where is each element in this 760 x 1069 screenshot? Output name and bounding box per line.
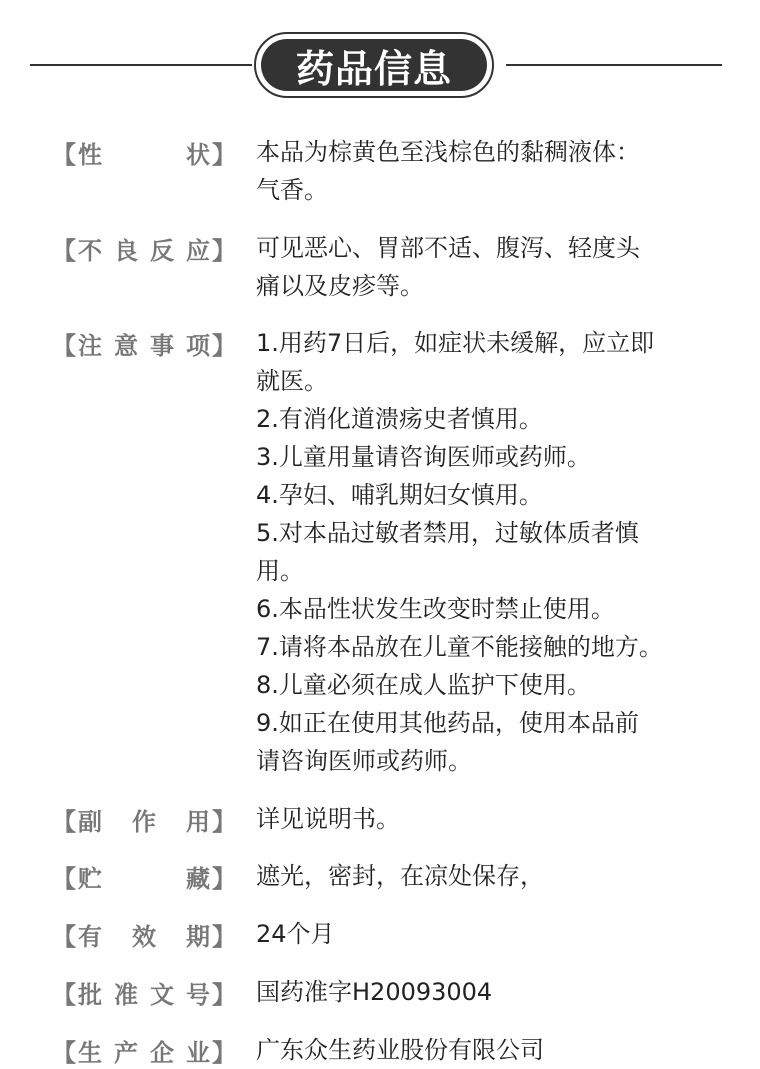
field-label <box>52 133 236 171</box>
field-label <box>52 1031 236 1069</box>
section-header <box>0 32 760 98</box>
label-char: 良 <box>114 236 138 265</box>
bracket-open: 【 <box>52 331 76 360</box>
value-line: 8.儿童必须在成人监护下使用。 <box>256 671 591 699</box>
label-char: 效 <box>132 922 156 951</box>
bracket-close: 】 <box>212 1038 236 1067</box>
label-char: 应 <box>186 236 210 265</box>
value-line: 气香。 <box>256 176 328 204</box>
bracket-open: 【 <box>52 922 76 951</box>
bracket-open: 【 <box>52 236 76 265</box>
section-title: 药品信息 <box>261 39 487 91</box>
bracket-close: 】 <box>212 807 236 836</box>
value-line: 痛以及皮疹等。 <box>256 272 424 300</box>
field-value <box>256 915 716 953</box>
field-label <box>52 800 236 838</box>
field-label <box>52 973 236 1011</box>
label-char: 产 <box>114 1038 138 1067</box>
label-char: 意 <box>114 331 138 360</box>
label-char: 用 <box>186 807 210 836</box>
field-label <box>52 324 236 362</box>
field-value <box>256 324 716 780</box>
field-value <box>256 973 716 1011</box>
value-line: 5.对本品过敏者禁用，过敏体质者慎 <box>256 519 639 547</box>
bracket-close: 】 <box>212 922 236 951</box>
label-char: 作 <box>132 807 156 836</box>
bracket-close: 】 <box>212 980 236 1009</box>
value-line: 就医。 <box>256 367 328 395</box>
label-char: 期 <box>186 922 210 951</box>
label-char: 贮 <box>78 864 102 893</box>
value-line: 7.请将本品放在儿童不能接触的地方。 <box>256 633 663 661</box>
label-char: 生 <box>78 1038 102 1067</box>
bracket-open: 【 <box>52 980 76 1009</box>
value-line: 广东众生药业股份有限公司 <box>256 1036 544 1064</box>
bracket-close: 】 <box>212 140 236 169</box>
bracket-open: 【 <box>52 140 76 169</box>
value-line: 可见恶心、胃部不适、腹泻、轻度头 <box>256 234 640 262</box>
bracket-open: 【 <box>52 807 76 836</box>
label-char: 事 <box>150 331 174 360</box>
label-char: 藏 <box>186 864 210 893</box>
field-label <box>52 229 236 267</box>
bracket-close: 】 <box>212 864 236 893</box>
field-value <box>256 133 716 209</box>
value-line: 6.本品性状发生改变时禁止使用。 <box>256 595 615 623</box>
field-value <box>256 857 716 895</box>
header-right-rule <box>506 64 722 66</box>
field-value <box>256 229 716 305</box>
field-value <box>256 800 716 838</box>
value-line: 9.如正在使用其他药品，使用本品前 <box>256 709 639 737</box>
label-chars <box>76 135 212 170</box>
label-char: 号 <box>186 980 210 1009</box>
label-char: 状 <box>186 140 210 169</box>
value-line: 用。 <box>256 557 304 585</box>
value-line: 3.儿童用量请咨询医师或药师。 <box>256 443 591 471</box>
label-char: 企 <box>150 1038 174 1067</box>
bracket-close: 】 <box>212 236 236 265</box>
value-line: 遮光，密封，在凉处保存， <box>256 862 544 890</box>
label-chars <box>76 802 212 837</box>
label-chars <box>76 326 212 361</box>
header-left-rule <box>30 64 252 66</box>
value-line: 1.用药7日后，如症状未缓解，应立即 <box>256 329 655 357</box>
value-line: 24个月 <box>256 920 335 948</box>
field-label <box>52 857 236 895</box>
value-line: 2.有消化道溃疡史者慎用。 <box>256 405 543 433</box>
label-char: 有 <box>78 922 102 951</box>
label-char: 注 <box>78 331 102 360</box>
label-char: 文 <box>150 980 174 1009</box>
label-char: 项 <box>186 331 210 360</box>
field-label <box>52 915 236 953</box>
label-chars <box>76 859 212 894</box>
value-line: 国药准字H20093004 <box>256 978 493 1006</box>
value-line: 详见说明书。 <box>256 805 400 833</box>
label-char: 反 <box>150 236 174 265</box>
field-value <box>256 1031 716 1069</box>
header-badge <box>254 32 494 98</box>
bracket-close: 】 <box>212 331 236 360</box>
label-char: 不 <box>78 236 102 265</box>
value-line: 请咨询医师或药师。 <box>256 747 472 775</box>
label-char: 准 <box>114 980 138 1009</box>
bracket-open: 【 <box>52 1038 76 1067</box>
label-char: 业 <box>186 1038 210 1067</box>
label-char: 批 <box>78 980 102 1009</box>
label-chars <box>76 917 212 952</box>
bracket-open: 【 <box>52 864 76 893</box>
value-line: 4.孕妇、哺乳期妇女慎用。 <box>256 481 543 509</box>
label-chars <box>76 1033 212 1068</box>
label-char: 副 <box>78 807 102 836</box>
label-chars <box>76 231 212 266</box>
value-line: 本品为棕黄色至浅棕色的黏稠液体： <box>256 138 640 166</box>
label-char: 性 <box>78 140 102 169</box>
label-chars <box>76 975 212 1010</box>
